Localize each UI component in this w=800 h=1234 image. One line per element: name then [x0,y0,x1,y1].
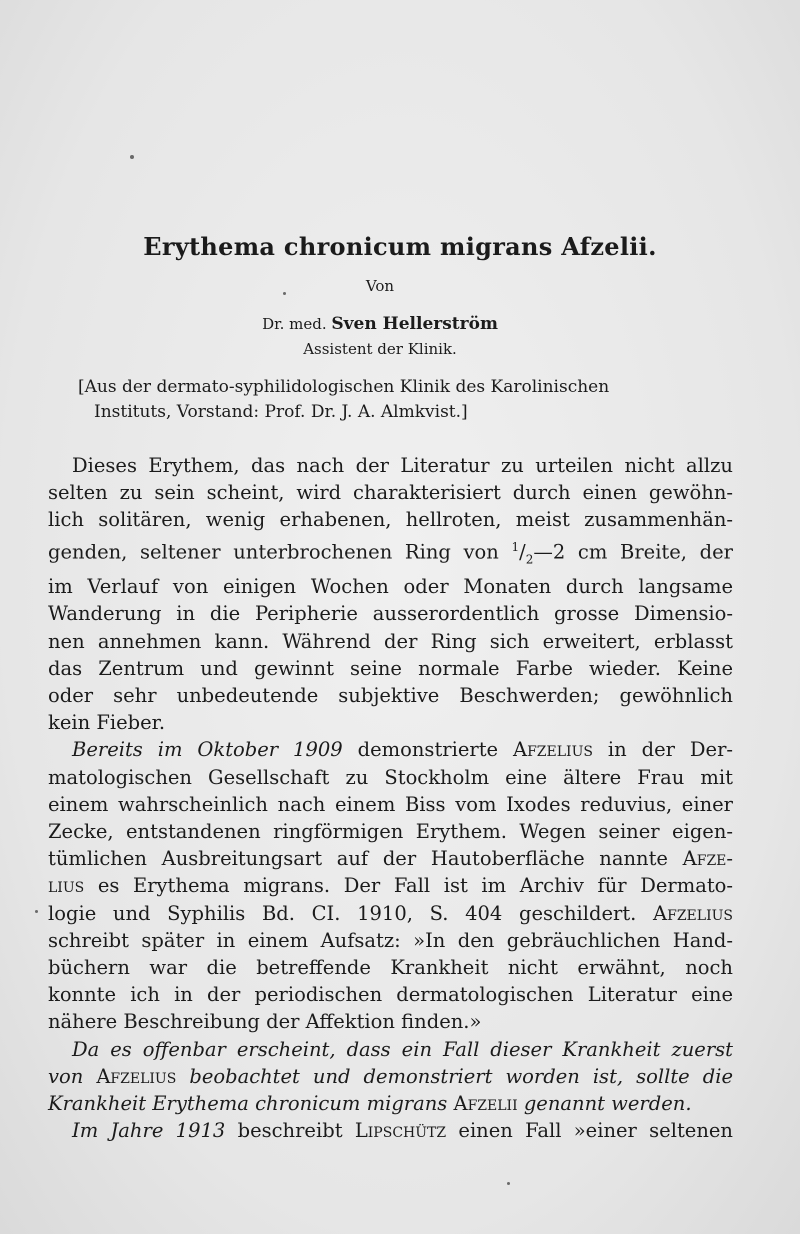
body-line: lich solitären, wenig erhabenen, hellroten, meist zusammenhän- [48,508,733,532]
paper-speck [130,155,134,159]
body-line: Zecke, entstandenen ringförmigen Erythem. Wegen seiner eigen- [48,820,733,844]
body-line: matologischen Gesellschaft zu Stockholm eine ältere Frau mit [48,765,733,789]
author-name: Sven Hellerström [331,314,498,334]
author-line [0,314,760,334]
body-line: selten zu sein scheint, wird charakterisiert durch einen gewöhn- [48,481,733,505]
body-line: genden, seltener unterbrochenen Ring von $^1/_2—2$ cm Breite, der [48,539,733,566]
body-line: Krankheit Erythema chronicum migrans Afzelii genannt werden. [48,1092,692,1116]
institution-line-1: [Aus der dermato-syphilidologischen Klinik des Karolinischen [78,377,610,397]
body-line: kein Fieber. [48,711,166,735]
body-line: Bereits im Oktober 1909 demonstrierte Afzelius in der Der- [72,738,734,762]
institution-line-2: Instituts, Vorstand: Prof. Dr. J. A. Almkvist.] [94,402,468,422]
body-line: Wanderung in die Peripherie ausserordentlich grosse Dimensio- [48,602,733,626]
body-line: einem wahrscheinlich nach einem Biss vom Ixodes reduvius, einer [48,792,733,816]
body-line: nähere Beschreibung der Affektion finden.» [48,1010,482,1034]
byline-von: Von [365,277,395,295]
body-line: Im Jahre 1913 beschreibt Lipschütz einen Fall »einer seltenen [72,1119,733,1143]
author-position: Assistent der Klinik. [303,340,457,358]
body-line: konnte ich in der periodischen dermatologischen Literatur eine [48,983,733,1007]
body-line: das Zentrum und gewinnt seine normale Farbe wieder. Keine [48,656,733,680]
body-line: schreibt später in einem Aufsatz: »In den gebräuchlichen Hand- [48,928,733,952]
body-line: Dieses Erythem, das nach der Literatur zu urteilen nicht allzu [72,454,733,477]
body-line: lius es Erythema migrans. Der Fall ist im Archiv für Dermato- [48,874,733,898]
body-line: oder sehr unbedeutende subjektive Beschwerden; gewöhnlich [48,684,733,708]
paper-speck [35,910,38,913]
body-line: büchern war die betreffende Krankheit nicht erwähnt, noch [48,956,733,980]
article-body [48,452,733,1144]
author-prefix: Dr. med. [262,315,327,333]
body-line: logie und Syphilis Bd. CI. 1910, S. 404 geschildert. Afzelius [48,901,733,925]
body-line: Da es offenbar erscheint, dass ein Fall dieser Krankheit zuerst [72,1037,733,1061]
body-line: im Verlauf von einigen Wochen oder Monaten durch langsame [48,575,733,599]
institution-note [78,375,718,425]
article-title: Erythema chronicum migrans Afzelii. [143,232,657,261]
body-line: von Afzelius beobachtet und demonstriert worden ist, sollte die [48,1064,734,1088]
body-line: tümlichen Ausbreitungsart auf der Hautoberfläche nannte Afze- [48,847,733,871]
body-line: nen annehmen kann. Während der Ring sich erweitert, erblasst [48,629,733,653]
paper-speck [507,1182,510,1185]
